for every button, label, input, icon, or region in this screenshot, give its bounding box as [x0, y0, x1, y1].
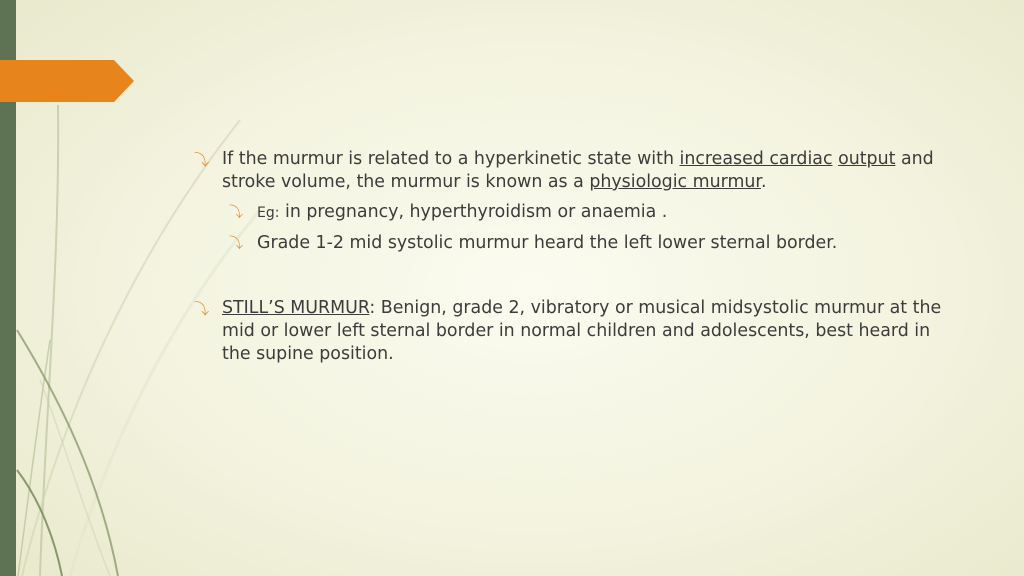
grade-text: Grade 1-2 mid systolic murmur heard the left lower sternal border. [257, 233, 838, 253]
bullet-physiologic-murmur [194, 148, 954, 194]
bullet-arrow-icon: ⤵ [229, 205, 243, 221]
bullet-arrow-icon: ⤵ [229, 236, 243, 252]
examples-prefix: Eg: [257, 205, 280, 221]
orange-tab [0, 60, 134, 102]
link-output[interactable]: output [838, 149, 896, 169]
examples-text: in pregnancy, hyperthyroidism or anaemia . [279, 202, 668, 222]
sub-bullet-examples [229, 201, 954, 225]
link-stills-murmur[interactable]: STILL’S MURMUR [222, 298, 370, 318]
sub-bullet-grade [229, 232, 954, 255]
bullet-text: and stroke volume, the murmur is known as a [222, 149, 934, 192]
bullet-text: If the murmur is related to a hyperkinetic state with [222, 149, 680, 169]
bullet-stills-murmur [194, 297, 954, 366]
link-physiologic-murmur[interactable]: physiologic murmur [589, 172, 761, 192]
link-increased-cardiac[interactable]: increased cardiac [679, 149, 833, 169]
bullet-arrow-icon: ⤵ [194, 300, 210, 318]
bullet-text: . [760, 172, 767, 192]
stills-text: : Benign, grade 2, vibratory or musical midsystolic murmur at the mid or lower left sternal border in normal children and adolescents, best heard in the supine position. [222, 298, 942, 364]
slide-content [194, 148, 954, 366]
bullet-arrow-icon: ⤵ [194, 151, 210, 169]
